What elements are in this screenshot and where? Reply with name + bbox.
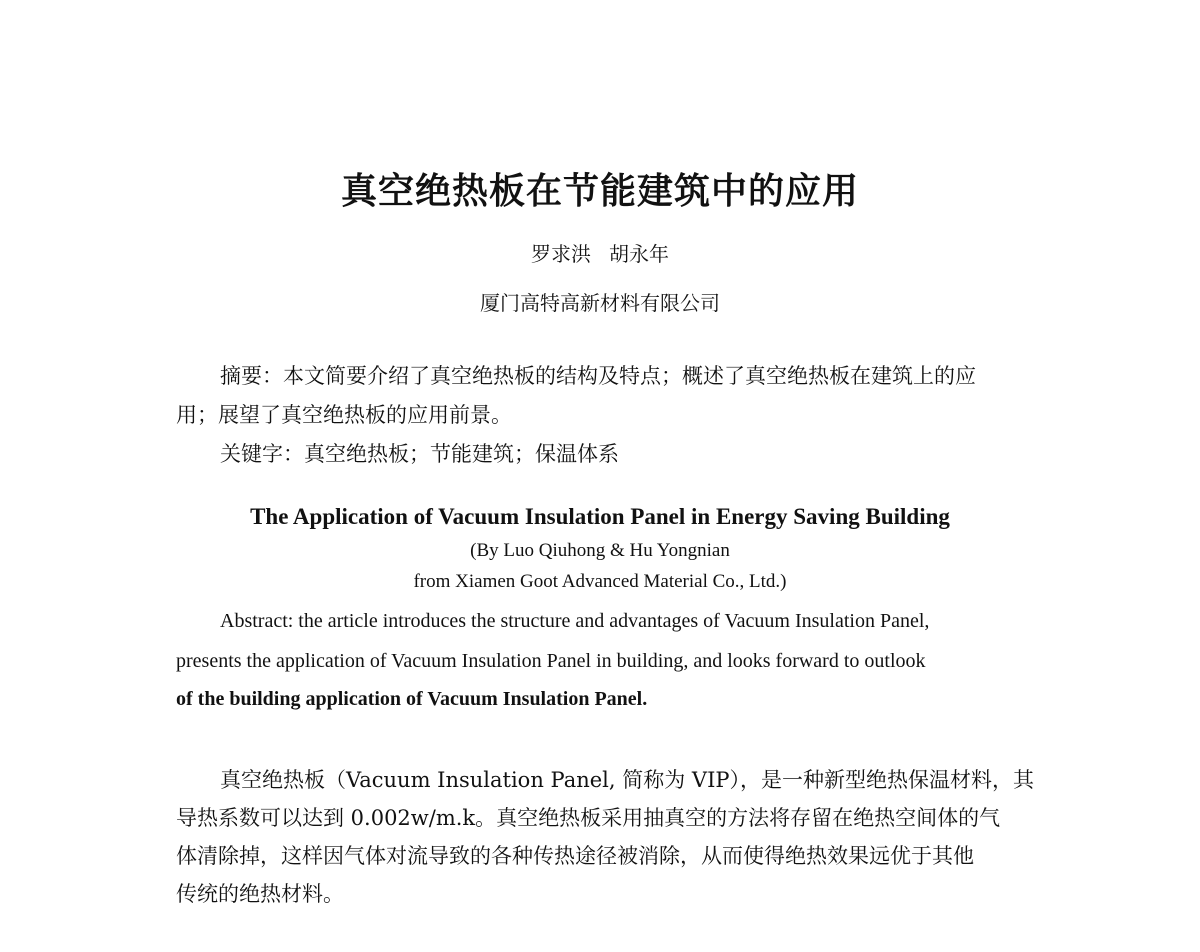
authors-cn [0, 238, 1200, 267]
english-affiliation: from Xiamen Goot Advanced Material Co., Ltd.) [413, 571, 787, 592]
body-cn-line: 体清除掉，这样因气体对流导致的各种传热途径被消除，从而使得绝热效果远优于其他 [176, 844, 974, 868]
body-cn-line: 导热系数可以达到 0.002w/m.k。真空绝热板采用抽真空的方法将存留在绝热空间体的气 [176, 806, 1001, 830]
english-byline: (By Luo Qiuhong & Hu Yongnian [470, 540, 730, 561]
author-name: 胡永年 [609, 242, 669, 266]
author-name: 罗求洪 [531, 242, 591, 266]
abstract-cn-line: 用；展望了真空绝热板的应用前景。 [176, 403, 512, 427]
abstract-en-line: Abstract: the article introduces the structure and advantages of Vacuum Insulation Panel, [220, 610, 930, 632]
english-title: The Application of Vacuum Insulation Panel in Energy Saving Building [250, 504, 950, 529]
body-cn-line: 传统的绝热材料。 [176, 882, 344, 906]
abstract-cn-line: 摘要：本文简要介绍了真空绝热板的结构及特点；概述了真空绝热板在建筑上的应 [220, 364, 976, 388]
affiliation-cn: 厦门高特高新材料有限公司 [480, 291, 720, 315]
keywords-cn: 关键字：真空绝热板；节能建筑；保温体系 [220, 442, 619, 466]
body-cn-line: 真空绝热板（Vacuum Insulation Panel, 简称为 VIP），是一种新型绝热保温材料，其 [220, 768, 1035, 792]
chinese-title: 真空绝热板在节能建筑中的应用 [340, 171, 859, 212]
abstract-en-line: presents the application of Vacuum Insulation Panel in building, and looks forward to outlook [176, 650, 926, 672]
abstract-en-line: of the building application of Vacuum Insulation Panel. [176, 688, 648, 710]
